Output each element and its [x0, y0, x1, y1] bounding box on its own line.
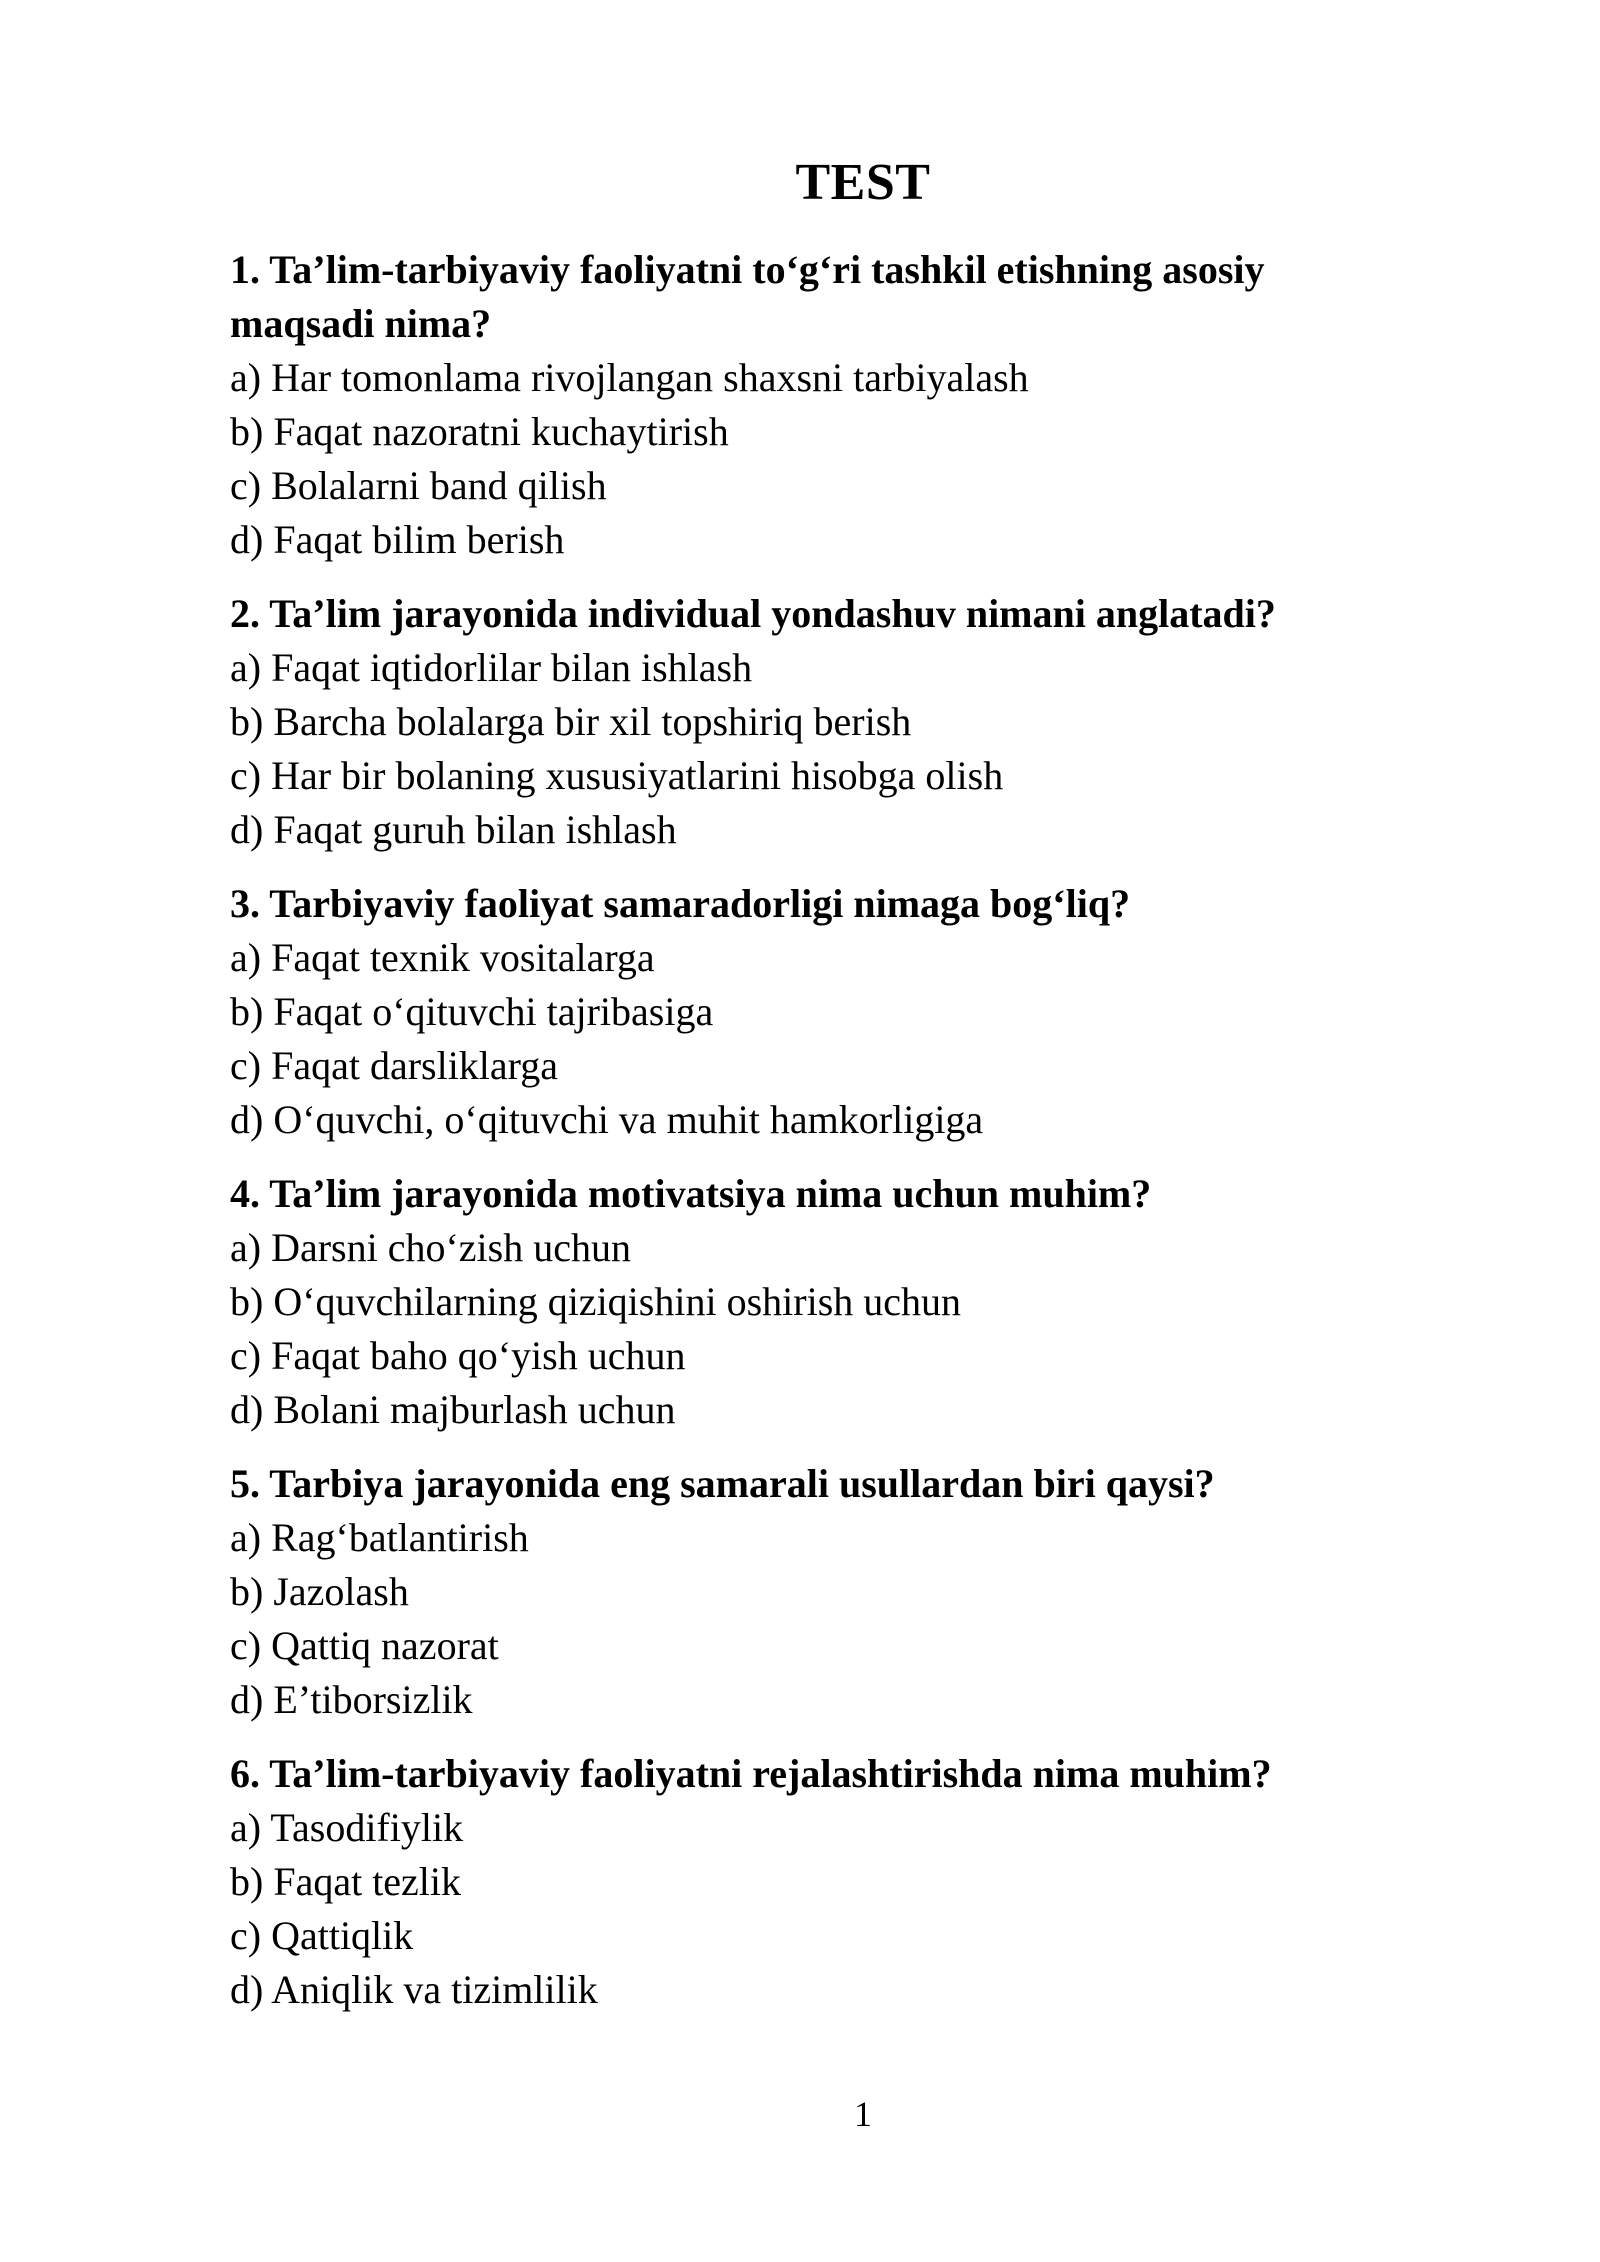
question-list	[230, 243, 1380, 2037]
answer-option-a: a) Tasodifiylik	[230, 1805, 464, 1850]
answer-option-c: c) Bolalarni band qilish	[230, 463, 607, 508]
answer-option-b: b) Faqat nazoratni kuchaytirish	[230, 409, 729, 454]
question-text: 2. Ta’lim jarayonida individual yondashuv nimani anglatadi?	[230, 591, 1276, 636]
answer-option-d: d) Aniqlik va tizimlilik	[230, 1967, 598, 2012]
answer-option-b: b) Faqat o‘qituvchi tajribasiga	[230, 989, 714, 1034]
question-text: 1. Ta’lim-tarbiyaviy faoliyatni to‘g‘ri tashkil etishning asosiy maqsadi nima?	[230, 247, 1265, 346]
answer-option-d: d) Faqat bilim berish	[230, 517, 565, 562]
answer-option-a: a) Har tomonlama rivojlangan shaxsni tarbiyalash	[230, 355, 1029, 400]
answer-option-c: c) Faqat baho qo‘yish uchun	[230, 1333, 686, 1378]
answer-option-b: b) O‘quvchilarning qiziqishini oshirish uchun	[230, 1279, 962, 1324]
answer-option-d: d) E’tiborsizlik	[230, 1677, 473, 1722]
question-4	[230, 1167, 1380, 1437]
answer-option-d: d) Bolani majburlash uchun	[230, 1387, 676, 1432]
answer-option-b: b) Barcha bolalarga bir xil topshiriq berish	[230, 699, 912, 744]
answer-option-c: c) Qattiqlik	[230, 1913, 414, 1958]
answer-option-c: c) Qattiq nazorat	[230, 1623, 499, 1668]
question-5	[230, 1457, 1380, 1727]
answer-option-d: d) Faqat guruh bilan ishlash	[230, 807, 677, 852]
question-text: 6. Ta’lim-tarbiyaviy faoliyatni rejalashtirishda nima muhim?	[230, 1751, 1272, 1796]
answer-option-b: b) Jazolash	[230, 1569, 409, 1614]
answer-option-c: c) Har bir bolaning xususiyatlarini hisobga olish	[230, 753, 1004, 798]
answer-option-d: d) O‘quvchi, o‘qituvchi va muhit hamkorligiga	[230, 1097, 984, 1142]
question-2	[230, 587, 1380, 857]
question-1	[230, 243, 1380, 567]
answer-option-c: c) Faqat darsliklarga	[230, 1043, 559, 1088]
answer-option-a: a) Faqat texnik vositalarga	[230, 935, 655, 980]
answer-option-a: a) Rag‘batlantirish	[230, 1515, 529, 1560]
page-number: 1	[854, 2094, 872, 2134]
question-6	[230, 1747, 1380, 2017]
answer-option-a: a) Darsni cho‘zish uchun	[230, 1225, 631, 1270]
answer-option-a: a) Faqat iqtidorlilar bilan ishlash	[230, 645, 753, 690]
answer-option-b: b) Faqat tezlik	[230, 1859, 462, 1904]
question-text: 3. Tarbiyaviy faoliyat samaradorligi nimaga bog‘liq?	[230, 881, 1131, 926]
question-3	[230, 877, 1380, 1147]
page-title: TEST	[795, 154, 931, 211]
question-text: 5. Tarbiya jarayonida eng samarali usullardan biri qaysi?	[230, 1461, 1215, 1506]
question-text: 4. Ta’lim jarayonida motivatsiya nima uchun muhim?	[230, 1171, 1152, 1216]
